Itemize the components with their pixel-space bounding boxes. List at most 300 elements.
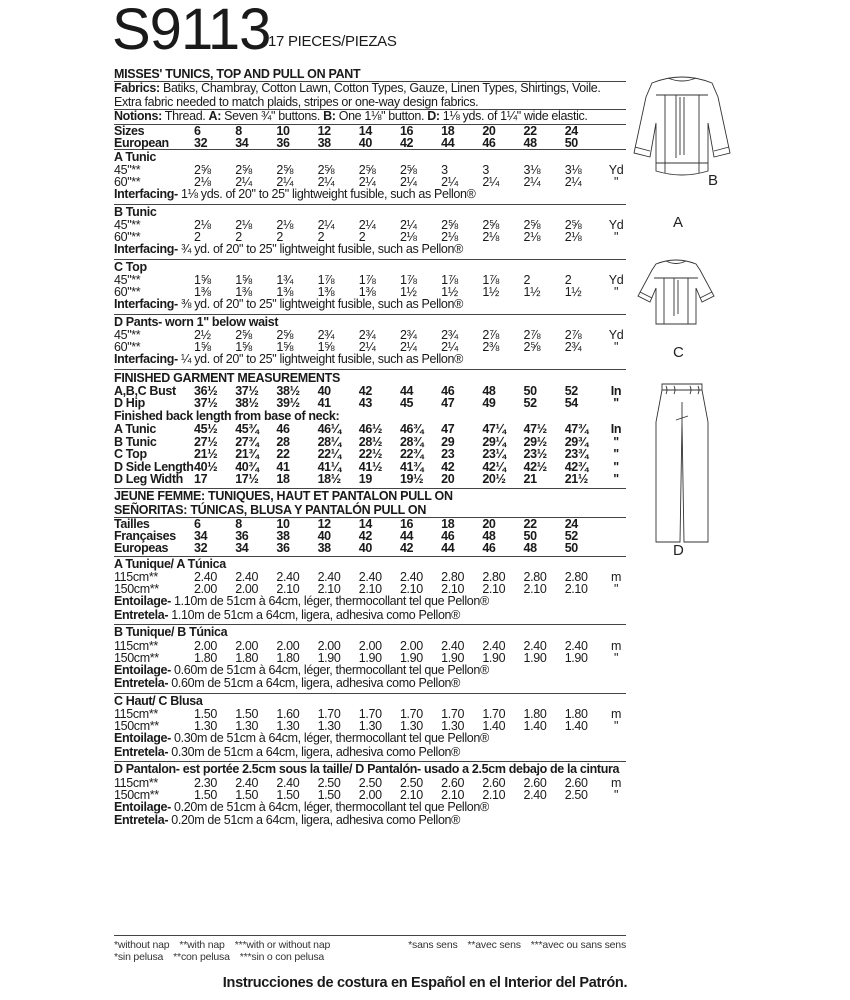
cell-value: 47¾ [564, 422, 588, 436]
entoilage-text: 0.60m de 51cm à 64cm, léger, thermocollant tel que Pellon® [170, 662, 489, 677]
cell-value: 1.30 [276, 719, 300, 733]
entoilage-label: Entoilage- [114, 594, 171, 608]
cell-value: 20 [441, 472, 455, 486]
unit-label: Yd [608, 273, 624, 287]
cell-value: 47¼ [482, 422, 506, 436]
cell-value: 2¼ [441, 340, 458, 354]
entretela-label: Entretela- [114, 813, 169, 827]
cell-value: 2.40 [317, 570, 341, 584]
cell-value: 1⅞ [317, 273, 335, 287]
fabrics-text: Batiks, Chambray, Cotton Lawn, Cotton Types, Gauze, Linen Types, Shirtings, Voile. [162, 81, 601, 95]
yardage-table [114, 274, 626, 298]
cell-value: 22 [523, 516, 537, 531]
cell-value: 2.40 [235, 775, 259, 790]
row-label: 115cm** [114, 570, 158, 584]
cell-value: 2.40 [482, 638, 506, 653]
cell-value: 12 [317, 123, 331, 138]
view-section [114, 315, 626, 369]
cell-value: 1.70 [317, 707, 341, 721]
row-label: 45"** [114, 273, 141, 287]
fabrics-line [114, 82, 626, 96]
cell-value: 2.10 [441, 787, 465, 802]
cell-value: 22¾ [399, 447, 424, 461]
entretela-label: Entretela- [114, 676, 169, 690]
yardage-row [114, 219, 626, 231]
cell-value: 46½ [358, 422, 383, 436]
cell-value: 2.40 [523, 638, 547, 653]
cell-value: 2.30 [194, 775, 217, 790]
cell-value: 46 [482, 540, 496, 555]
entretela-label: Entretela- [114, 744, 169, 759]
view-name: D Pantalon- est portée 2.5cm sous la taille/ D Pantalón- usado a 2.5cm debajo de la cintura [114, 762, 620, 776]
cell-value: 1⅜ [276, 285, 294, 299]
cell-value: 48 [523, 135, 537, 150]
footnote-es-3: ***sin o con pelusa [239, 951, 325, 963]
cell-value: 50 [564, 540, 578, 555]
cell-value: 19½ [399, 472, 424, 486]
cell-value: 48 [482, 528, 496, 543]
view-name: A Tunic [114, 149, 156, 164]
cell-value: 27¾ [235, 434, 259, 449]
cell-value: 3⅛ [564, 163, 582, 177]
cell-value: 52 [564, 383, 578, 398]
cell-value: 42½ [523, 459, 547, 474]
cell-value: 2.40 [441, 638, 465, 653]
cell-value: 24 [564, 516, 578, 531]
measurements-table-bottom [114, 423, 626, 486]
cell-value: 2.10 [482, 787, 506, 802]
cell-value: 38½ [276, 383, 300, 398]
metric-view-section [114, 557, 626, 625]
cell-value: 3 [482, 163, 489, 177]
cell-value: 2.60 [441, 775, 465, 790]
cell-value: 1⅝ [194, 340, 211, 354]
cell-value: 42 [358, 528, 372, 543]
entretela-line [114, 609, 626, 623]
footnote-en-1: *without nap [114, 939, 170, 951]
cell-value: 1⅝ [317, 340, 335, 354]
cell-value: 2⅛ [564, 230, 582, 244]
cell-value: 1.80 [276, 650, 300, 665]
interfacing-line [114, 243, 626, 257]
cell-value: 18 [441, 123, 455, 138]
cell-value: 18 [441, 516, 455, 531]
notions-label: Notions: [114, 109, 162, 123]
interfacing-line [114, 353, 626, 367]
interfacing-line [114, 298, 626, 312]
entretela-text: 0.30m de 51cm a 64cm, ligera, adhesiva como Pellon® [168, 744, 461, 759]
cell-value: 1.40 [564, 719, 588, 733]
unit-label: " [613, 787, 619, 802]
yardage-table [114, 329, 626, 353]
cell-value: 1.80 [194, 650, 217, 665]
cell-value: 1⅜ [194, 285, 211, 299]
cell-value: 2 [276, 230, 283, 244]
unit-label: m [610, 775, 622, 790]
cell-value: 1.40 [482, 719, 506, 733]
cell-value: 18 [276, 472, 290, 486]
cell-value: 2.00 [194, 582, 217, 596]
cell-value: 2 [235, 230, 242, 244]
cell-value: 1.50 [235, 707, 259, 721]
view-section [114, 205, 626, 259]
cell-value: 29 [441, 434, 455, 449]
cell-value: 22 [276, 447, 290, 461]
row-label: 60"** [114, 230, 141, 244]
cell-value: 2.10 [564, 582, 588, 596]
cell-value: 20 [482, 123, 496, 138]
row-label: A,B,C Bust [114, 383, 176, 398]
row-label: 45"** [114, 218, 141, 232]
cell-value: 2⅛ [235, 218, 252, 232]
cell-value: 21½ [194, 447, 218, 461]
notions-part: Thread. [161, 109, 209, 123]
cell-value: 2¼ [358, 175, 376, 189]
notions-part: 1⅛ yds. of 1¼" wide elastic. [439, 109, 588, 123]
interfacing-label: Interfacing- [114, 187, 178, 201]
cell-value: 28½ [358, 434, 383, 449]
unit-label [606, 137, 626, 149]
cell-value: 2.10 [399, 787, 423, 802]
notions-part: One 1⅛" button. [335, 109, 428, 123]
cell-value: 48 [523, 540, 537, 555]
english-title: MISSES' TUNICS, TOP AND PULL ON PANT [114, 67, 361, 81]
cell-value: 21½ [564, 472, 588, 486]
cell-value: 41¼ [317, 459, 341, 474]
view-label-d: D [673, 542, 684, 559]
cell-value: 1⅜ [235, 285, 252, 299]
cell-value: 18½ [317, 472, 341, 486]
cell-value: 2⅛ [523, 230, 541, 244]
view-section [114, 150, 626, 204]
cell-value: 36 [235, 528, 249, 543]
row-label: Sizes [114, 123, 145, 138]
cell-value: 1½ [441, 285, 458, 299]
metric-yardage-row [114, 777, 626, 789]
cell-value: 2 [358, 230, 366, 244]
interfacing-text: 1⅛ yds. of 20" to 25" lightweight fusible, such as Pellon® [177, 187, 476, 201]
cell-value: 2.10 [276, 582, 300, 596]
cell-value: 2⅛ [194, 175, 211, 189]
cell-value: 39½ [276, 396, 300, 410]
footnote-es-2: **con pelusa [173, 951, 230, 963]
cell-value: 40 [358, 135, 372, 150]
cell-value: 40½ [194, 459, 218, 474]
cell-value: 12 [317, 516, 331, 531]
cell-value: 47 [441, 422, 455, 436]
unit-label: " [613, 447, 619, 461]
cell-value: 49 [482, 396, 496, 410]
row-label: A Tunic [114, 422, 156, 436]
cell-value: 14 [358, 516, 372, 531]
row-label: 60"** [114, 285, 141, 299]
french-title: JEUNE FEMME: TUNIQUES, HAUT ET PANTALON PULL ON [114, 488, 453, 503]
cell-value: 38 [317, 135, 331, 150]
metric-size-row [114, 518, 626, 530]
cell-value: 2.50 [358, 775, 382, 790]
cell-value: 2.10 [441, 582, 465, 596]
cell-value: 21¾ [235, 447, 259, 461]
cell-value: 2⅝ [399, 163, 417, 177]
entoilage-text: 1.10m de 51cm à 64cm, léger, thermocollant tel que Pellon® [170, 594, 489, 608]
cell-value: 46 [276, 422, 290, 436]
sizes-table [114, 125, 626, 149]
row-label: D Leg Width [114, 472, 183, 486]
cell-value: 2⅝ [276, 163, 294, 177]
cell-value: 2.60 [523, 775, 547, 790]
cell-value: 21 [523, 472, 537, 486]
cell-value: 42¼ [482, 459, 506, 474]
cell-value: 1.80 [564, 707, 588, 721]
footnote-fr-1: *sans sens [408, 939, 458, 951]
cell-value: 1⅝ [194, 273, 211, 287]
cell-value: 38 [317, 540, 331, 555]
cell-value: 44 [441, 135, 455, 150]
short-top-drawing-icon [636, 258, 716, 328]
cell-value: 1½ [399, 285, 417, 299]
cell-value: 1.50 [194, 707, 217, 721]
cell-value: 8 [235, 516, 242, 531]
measurement-row [114, 473, 626, 486]
cell-value: 2.00 [399, 638, 423, 653]
unit-label: " [613, 175, 619, 189]
cell-value: 2.10 [358, 582, 382, 596]
cell-value: 1⅜ [317, 285, 335, 299]
cell-value: 46¾ [399, 422, 424, 436]
metric-views [114, 557, 626, 830]
cell-value: 1.70 [482, 707, 506, 721]
cell-value: 1.50 [276, 787, 300, 802]
divider [114, 369, 626, 370]
cell-value: 1¾ [276, 273, 294, 287]
cell-value: 2¼ [358, 340, 376, 354]
cell-value: 2.00 [276, 638, 300, 653]
cell-value: 2¼ [441, 175, 458, 189]
unit-label: In [610, 422, 622, 436]
cell-value: 3⅛ [523, 163, 541, 177]
interfacing-label: Interfacing- [114, 242, 178, 256]
unit-label: m [610, 638, 622, 653]
cell-value: 1½ [482, 285, 499, 299]
row-label: 115cm** [114, 775, 158, 790]
cell-value: 40 [317, 383, 331, 398]
metric-view-section [114, 762, 626, 830]
unit-label: " [613, 285, 619, 299]
row-label: 60"** [114, 175, 141, 189]
cell-value: 2.60 [482, 775, 506, 790]
view-section [114, 260, 626, 314]
cell-value: 2½ [194, 328, 211, 342]
cell-value: 34 [194, 528, 208, 543]
entoilage-line [114, 664, 626, 678]
cell-value: 46 [441, 383, 455, 398]
row-label: D Hip [114, 396, 145, 410]
cell-value: 2⅛ [482, 230, 499, 244]
piece-count: 17 PIECES/PIEZAS [268, 33, 397, 50]
cell-value: 28¼ [317, 434, 341, 449]
cell-value: 1.30 [235, 719, 259, 733]
cell-value: 41¾ [399, 459, 424, 474]
entoilage-label: Entoilage- [114, 799, 171, 814]
cell-value: 2⅝ [358, 163, 376, 177]
divider [114, 935, 626, 936]
cell-value: 1.90 [564, 650, 588, 665]
cell-value: 1⅞ [441, 273, 458, 287]
cell-value: 1⅞ [399, 273, 417, 287]
cell-value: 2.40 [523, 787, 547, 802]
unit-label [606, 542, 626, 554]
spanish-title: SEÑORITAS: TÚNICAS, BLUSA Y PANTALÓN PULL ON [114, 502, 427, 517]
view-label-a: A [673, 214, 684, 231]
entretela-line [114, 814, 626, 828]
measurements-table-top [114, 385, 626, 410]
european-row [114, 137, 626, 149]
interfacing-text: ⅜ yd. of 20" to 25" lightweight fusible, such as Pellon® [177, 297, 463, 311]
view-name: B Tunic [114, 204, 157, 219]
cell-value: 17 [194, 472, 208, 486]
cell-value: 1.80 [523, 707, 547, 721]
unit-label: " [613, 459, 619, 474]
cell-value: 2¼ [317, 218, 335, 232]
row-label: D Side Length [114, 459, 194, 474]
unit-label: " [613, 230, 619, 244]
row-label: 60"** [114, 340, 141, 354]
unit-label: " [613, 340, 619, 354]
cell-value: 36 [276, 540, 290, 555]
measurements-title: FINISHED GARMENT MEASUREMENTS [114, 370, 341, 385]
cell-value: 29½ [523, 434, 547, 449]
long-tunic-drawing-icon [632, 75, 732, 185]
view-name: C Top [114, 259, 147, 274]
metric-yardage-row [114, 640, 626, 652]
interfacing-text: ¾ yd. of 20" to 25" lightweight fusible, such as Pellon® [177, 242, 463, 256]
interfacing-text: ¼ yd. of 20" to 25" lightweight fusible, such as Pellon® [177, 352, 463, 366]
entretela-line [114, 677, 626, 691]
cell-value: 23 [441, 447, 455, 461]
cell-value: 2¼ [358, 218, 376, 232]
cell-value: 10 [276, 123, 290, 138]
view-name: D Pants- worn 1" below waist [114, 314, 279, 329]
cell-value: 2⅝ [235, 163, 252, 177]
cell-value: 44 [441, 540, 455, 555]
cell-value: 1.30 [317, 719, 341, 733]
cell-value: 2⅞ [523, 328, 541, 342]
cell-value: 1⅝ [235, 273, 252, 287]
cell-value: 1.90 [441, 650, 465, 665]
cell-value: 2.40 [564, 638, 588, 653]
row-label: 150cm** [114, 650, 159, 665]
unit-label: Yd [608, 218, 624, 232]
cell-value: 2⅝ [482, 218, 499, 232]
interfacing-line [114, 188, 626, 202]
cell-value: 1.30 [194, 719, 217, 733]
cell-value: 23½ [523, 447, 547, 461]
cell-value: 1.90 [317, 650, 341, 665]
cell-value: 41½ [358, 459, 383, 474]
cell-value: 2.40 [276, 570, 300, 584]
cell-value: 2.40 [194, 570, 217, 584]
entoilage-label: Entoilage- [114, 662, 171, 677]
cell-value: 2.40 [235, 570, 259, 584]
unit-label: m [610, 570, 622, 584]
cell-value: 50 [523, 383, 537, 398]
notions-part: Seven ¾" buttons. [221, 109, 324, 123]
cell-value: 37½ [194, 396, 218, 410]
fabrics-label: Fabrics: [114, 81, 160, 95]
footnote-fr-3: ***avec ou sans sens [530, 939, 626, 951]
cell-value: 2.00 [358, 638, 382, 653]
cell-value: 2¼ [317, 175, 335, 189]
cell-value: 1.70 [399, 707, 423, 721]
cell-value: 2.80 [441, 570, 465, 584]
unit-label: " [613, 396, 619, 410]
view-name: B Tunique/ B Túnica [114, 625, 228, 639]
cell-value: 43 [358, 396, 372, 410]
row-label: 150cm** [114, 582, 159, 596]
view-label-b: B [708, 172, 719, 189]
cell-value: 45½ [194, 422, 218, 436]
cell-value: 19 [358, 472, 372, 486]
cell-value: 2⅝ [235, 328, 252, 342]
cell-value: 45 [399, 396, 414, 410]
cell-value: 28 [276, 434, 290, 449]
row-label: 115cm** [114, 707, 158, 721]
cell-value: 1.40 [523, 719, 547, 733]
unit-label [606, 518, 626, 530]
cell-value: 2.00 [358, 787, 382, 802]
cell-value: 1⅞ [482, 273, 499, 287]
cell-value: 2¾ [564, 340, 582, 354]
cell-value: 1.30 [399, 719, 423, 733]
cell-value: 24 [564, 123, 578, 138]
cell-value: 2¼ [399, 340, 417, 354]
cell-value: 2.10 [317, 582, 341, 596]
yardage-table [114, 219, 626, 243]
cell-value: 1.90 [399, 650, 423, 665]
cell-value: 2 [317, 230, 325, 244]
cell-value: 1½ [564, 285, 582, 299]
cell-value: 42 [399, 135, 414, 150]
cell-value: 1.50 [235, 787, 259, 802]
cell-value: 2⅝ [194, 163, 211, 177]
cell-value: 45¾ [235, 422, 259, 436]
yardage-chart [114, 67, 626, 830]
cell-value: 2⅛ [194, 218, 211, 232]
cell-value: 22½ [358, 447, 383, 461]
cell-value: 29¾ [564, 434, 588, 449]
cell-value: 16 [399, 123, 414, 138]
cell-value: 2⅛ [276, 218, 294, 232]
spanish-instructions-note: Instrucciones de costura en Español en el Interior del Patrón. [222, 975, 628, 991]
cell-value: 42 [399, 540, 414, 555]
metric-yardage-table [114, 640, 626, 664]
cell-value: 2¾ [441, 328, 458, 342]
cell-value: 32 [194, 540, 208, 555]
cell-value: 28¾ [399, 434, 424, 449]
cell-value: 22¼ [317, 447, 341, 461]
cell-value: 50 [564, 135, 578, 150]
cell-value: 40 [358, 540, 372, 555]
cell-value: 36½ [194, 383, 218, 398]
cell-value: 2⅝ [523, 218, 541, 232]
row-label: B Tunic [114, 434, 157, 449]
pattern-number: S9113 [112, 0, 271, 62]
cell-value: 54 [564, 396, 578, 410]
unit-label: " [613, 582, 619, 596]
cell-value: 47 [441, 396, 455, 410]
row-label: Tailles [114, 516, 150, 531]
cell-value: 2.60 [564, 775, 588, 790]
